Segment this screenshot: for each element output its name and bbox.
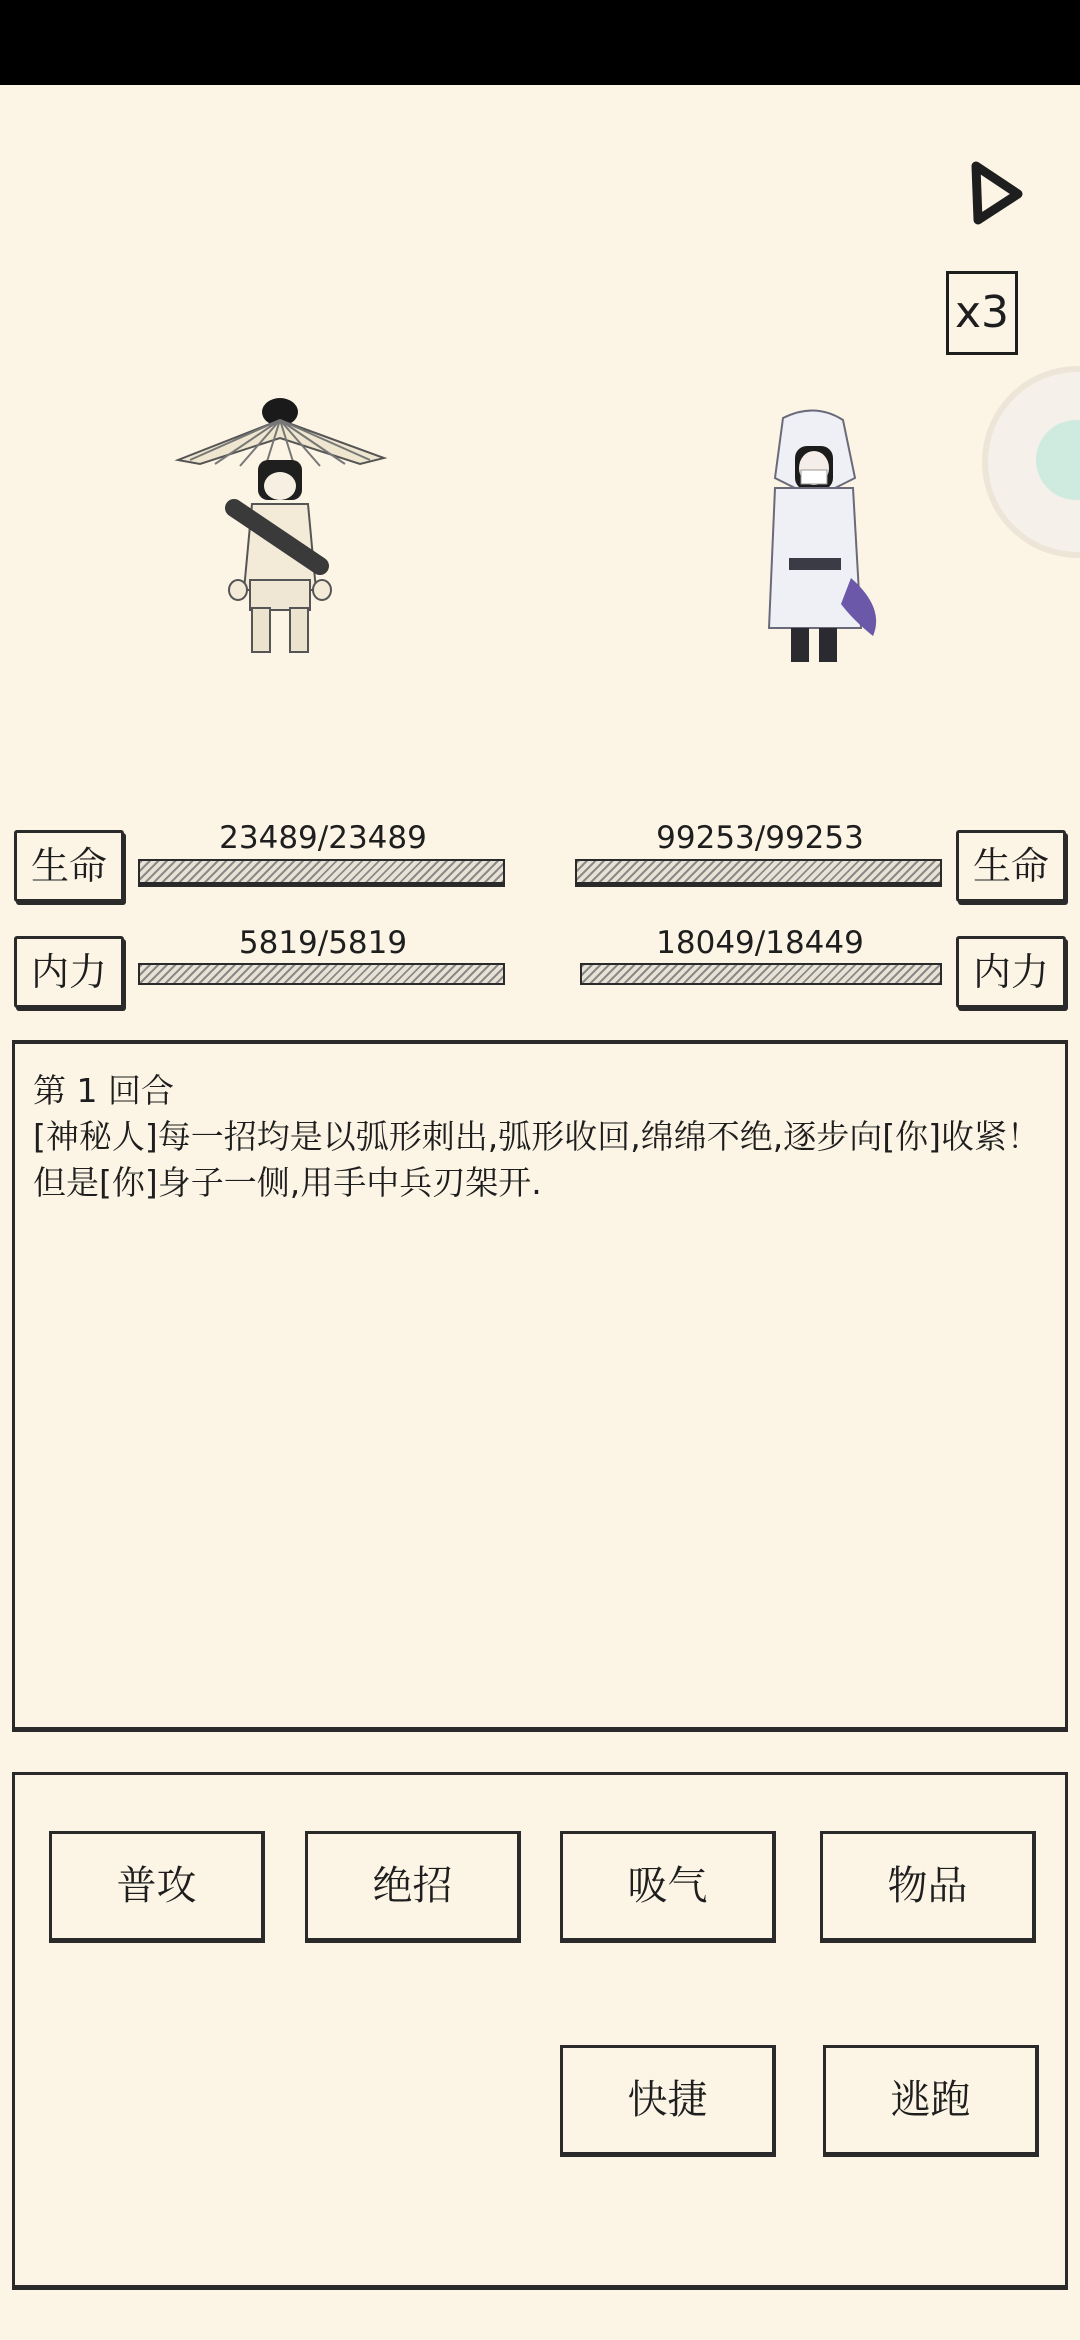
items-button[interactable]: 物品 <box>820 1831 1036 1943</box>
breathe-button[interactable]: 吸气 <box>560 1831 776 1943</box>
flee-button[interactable]: 逃跑 <box>823 2045 1039 2157</box>
enemy-hp-bar <box>575 859 942 887</box>
play-icon <box>966 160 1026 226</box>
enemy-mp-bar <box>580 963 942 985</box>
enemy-mp-value: 18049/18449 <box>656 925 864 961</box>
system-status-bar <box>0 0 1080 85</box>
action-panel <box>12 1772 1068 2290</box>
log-line: [神秘人]每一招均是以弧形刺出,弧形收回,绵绵不绝,逐步向[你]收紧！ <box>33 1117 1040 1156</box>
speed-button[interactable]: x3 <box>946 271 1018 355</box>
enemy-hp-value: 99253/99253 <box>656 820 864 856</box>
log-line: 第 1 回合 <box>33 1071 174 1110</box>
log-line: 但是[你]身子一侧,用手中兵刃架开. <box>33 1163 542 1202</box>
player-hp-bar <box>138 859 505 887</box>
player-character <box>170 390 390 670</box>
assistant-ball-icon <box>1036 420 1080 500</box>
assistant-ball-button[interactable] <box>988 372 1080 552</box>
player-hp-label: 生命 <box>14 830 124 902</box>
enemy-mp-label: 内力 <box>956 936 1066 1008</box>
enemy-character <box>735 408 895 670</box>
player-mp-label: 内力 <box>14 936 124 1008</box>
bottom-margin <box>0 2300 1080 2340</box>
player-mp-value: 5819/5819 <box>238 925 408 961</box>
quick-button[interactable]: 快捷 <box>560 2045 776 2157</box>
enemy-hp-label: 生命 <box>956 830 1066 902</box>
play-button[interactable] <box>966 160 1026 226</box>
attack-button[interactable]: 普攻 <box>49 1831 265 1943</box>
combat-log[interactable] <box>12 1040 1068 1732</box>
player-hp-value: 23489/23489 <box>219 820 427 856</box>
ultimate-button[interactable]: 绝招 <box>305 1831 521 1943</box>
player-mp-bar <box>138 963 505 985</box>
